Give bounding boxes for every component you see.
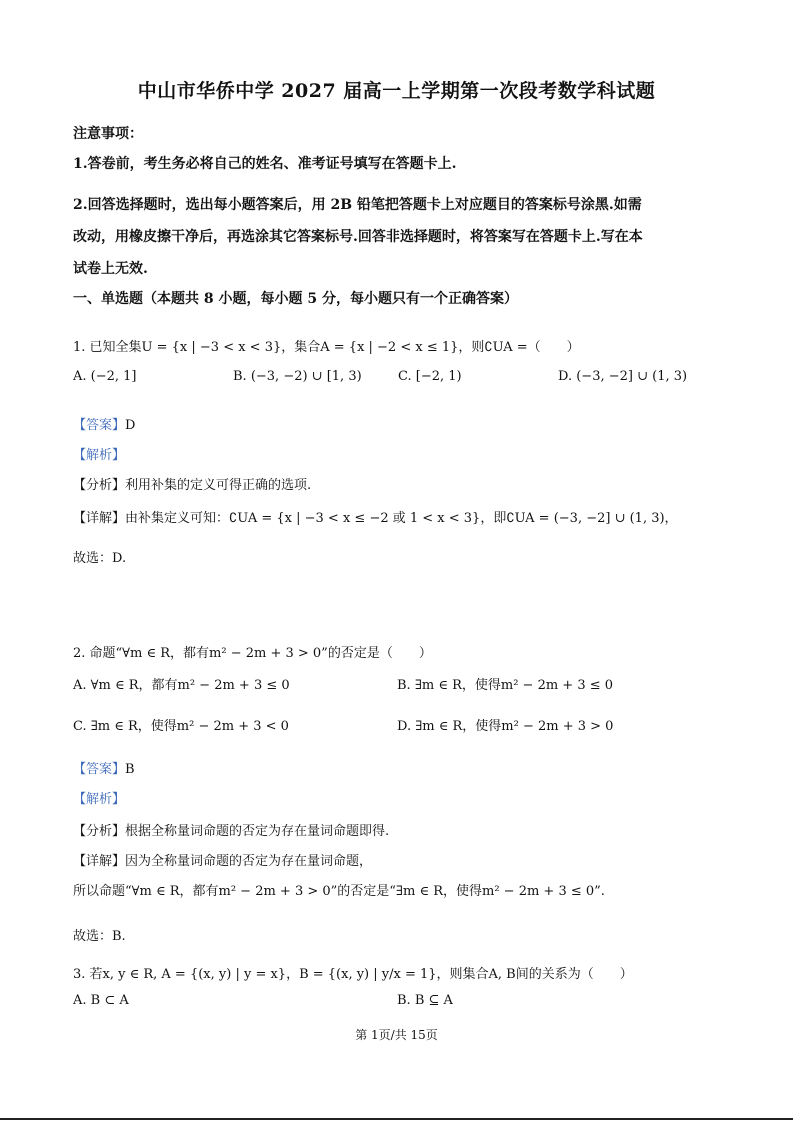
q3-option-b: B. B ⊆ A [397, 993, 453, 1008]
q1-analysis-tag [73, 444, 125, 463]
q2-stem: 2. 命题“∀m ∈ R，都有m² − 2m + 3 > 0”的否定是（ ） [73, 646, 432, 661]
q2-analysis-tag [73, 788, 125, 807]
q3-stem: 3. 若x, y ∈ R, A = {(x, y) | y = x}，B = {(x, y) | y/x = 1}，则集合A, B间的关系为（ ） [73, 967, 633, 982]
bottom-divider [0, 1118, 793, 1120]
q2-xiangjie-2: 所以命题“∀m ∈ R，都有m² − 2m + 3 > 0”的否定是“∃m ∈ R，使得m² − 2m + 3 ≤ 0”. [73, 884, 605, 899]
q1-option-d: D. (−3, −2] ∪ (1, 3) [558, 369, 688, 384]
q2-option-b: B. ∃m ∈ R，使得m² − 2m + 3 ≤ 0 [397, 678, 614, 693]
q2-fenxi [73, 820, 389, 839]
q1-answer [73, 414, 135, 433]
notes-item-2-line-3: 试卷上无效. [73, 261, 148, 277]
notes-item-1: 1.答卷前，考生务必将自己的姓名、准考证号填写在答题卡上. [73, 156, 457, 172]
notes-item-2-line-1: 2.回答选择题时，选出每小题答案后，用 2B 铅笔把答题卡上对应题目的答案标号涂黑.如需 [73, 197, 642, 213]
q1-option-c: C. [−2, 1) [398, 369, 462, 384]
q2-xiangjie [73, 850, 372, 869]
q2-option-d: D. ∃m ∈ R，使得m² − 2m + 3 > 0 [397, 719, 614, 734]
fenxi-text: 利用补集的定义可得正确的选项. [125, 478, 312, 493]
fenxi-tag: 【分析】 [73, 824, 126, 839]
fenxi-tag: 【分析】 [73, 478, 126, 493]
xiangjie-text: 因为全称量词命题的否定为存在量词命题， [125, 854, 373, 869]
xiangjie-text: 由补集定义可知：∁UA = {x | −3 < x ≤ −2 或 1 < x < 3}，即∁UA = (−3, −2] ∪ (1, 3)， [125, 511, 678, 526]
analysis-tag: 【解析】 [73, 792, 126, 807]
q2-option-c: C. ∃m ∈ R，使得m² − 2m + 3 < 0 [73, 719, 289, 734]
analysis-tag: 【解析】 [73, 448, 126, 463]
page-title: 中山市华侨中学 2027 届高一上学期第一次段考数学科试题 [137, 80, 656, 102]
q1-option-b: B. (−3, −2) ∪ [1, 3) [233, 369, 362, 384]
q3-option-a: A. B ⊂ A [73, 993, 129, 1008]
q2-option-a: A. ∀m ∈ R，都有m² − 2m + 3 ≤ 0 [73, 678, 290, 693]
xiangjie-tag: 【详解】 [73, 854, 126, 869]
answer-tag: 【答案】 [73, 418, 126, 433]
answer-value: D [125, 418, 136, 433]
answer-value: B [125, 762, 135, 777]
page-footer: 第 1页/共 15页 [355, 1028, 438, 1042]
notes-item-2-line-2: 改动，用橡皮擦干净后，再选涂其它答案标号.回答非选择题时，将答案写在答题卡上.写在本 [73, 229, 643, 245]
q1-fenxi [73, 474, 311, 493]
q2-answer [73, 758, 135, 777]
q1-option-a: A. (−2, 1] [73, 369, 137, 384]
fenxi-text: 根据全称量词命题的否定为存在量词命题即得. [125, 824, 390, 839]
q2-choice: 故选：B. [73, 929, 126, 944]
q1-stem: 1. 已知全集U = {x | −3 < x < 3}，集合A = {x | −2 < x ≤ 1}，则∁UA =（ ） [73, 340, 580, 355]
answer-tag: 【答案】 [73, 762, 126, 777]
q1-choice: 故选：D. [73, 551, 127, 566]
q1-xiangjie [73, 507, 678, 526]
notes-heading: 注意事项： [73, 126, 143, 142]
xiangjie-tag: 【详解】 [73, 511, 126, 526]
section-heading: 一、单选题（本题共 8 小题，每小题 5 分，每小题只有一个正确答案） [73, 291, 518, 307]
